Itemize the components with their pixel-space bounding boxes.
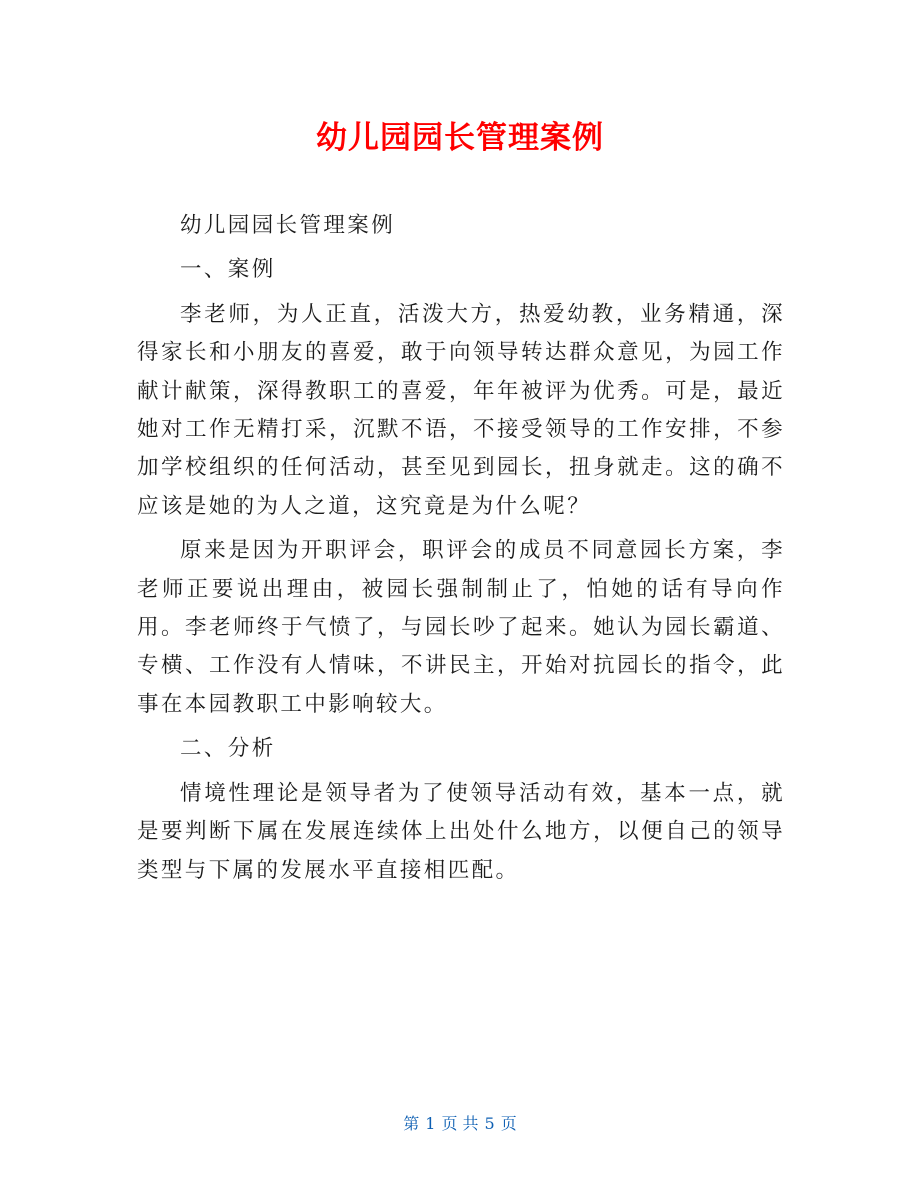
page-label-suffix: 页	[500, 1114, 517, 1133]
page-footer	[0, 1112, 920, 1136]
document-title: 幼儿园园长管理案例	[316, 120, 604, 156]
page-label-mid: 页 共	[441, 1114, 479, 1133]
section-heading-case: 一、案例	[180, 257, 276, 283]
document-body	[137, 207, 785, 896]
paragraph-heading: 幼儿园园长管理案例	[180, 213, 396, 238]
page-label-prefix: 第	[403, 1114, 420, 1133]
total-pages-number: 5	[484, 1114, 495, 1133]
section-heading-analysis: 二、分析	[180, 736, 276, 762]
paragraph-analysis: 情境性理论是领导者为了使领导活动有效，基本一点，就是要判断下属在发展连续体上出处什么地方，以便自己的领导类型与下属的发展水平直接相匹配。	[137, 780, 785, 883]
paragraph-case-description: 李老师，为人正直，活泼大方，热爱幼教，业务精通，深得家长和小朋友的喜爱，敢于向领导转达群众意见，为园工作献计献策，深得教职工的喜爱，年年被评为优秀。可是，最近她对工作无精打采，沉默不语，不接受领导的工作安排，不参加学校组织的任何活动，甚至见到园长，扭身就走。这的确不应该是她的为人之道，这究竟是为什么呢？	[137, 301, 785, 519]
current-page-number: 1	[425, 1114, 436, 1133]
paragraph-case-reason: 原来是因为开职评会，职评会的成员不同意园长方案，李老师正要说出理由，被园长强制制止了，怕她的话有导向作用。李老师终于气愤了，与园长吵了起来。她认为园长霸道、专横、工作没有人情味，不讲民主，开始对抗园长的指令，此事在本园教职工中影响较大。	[137, 538, 785, 717]
